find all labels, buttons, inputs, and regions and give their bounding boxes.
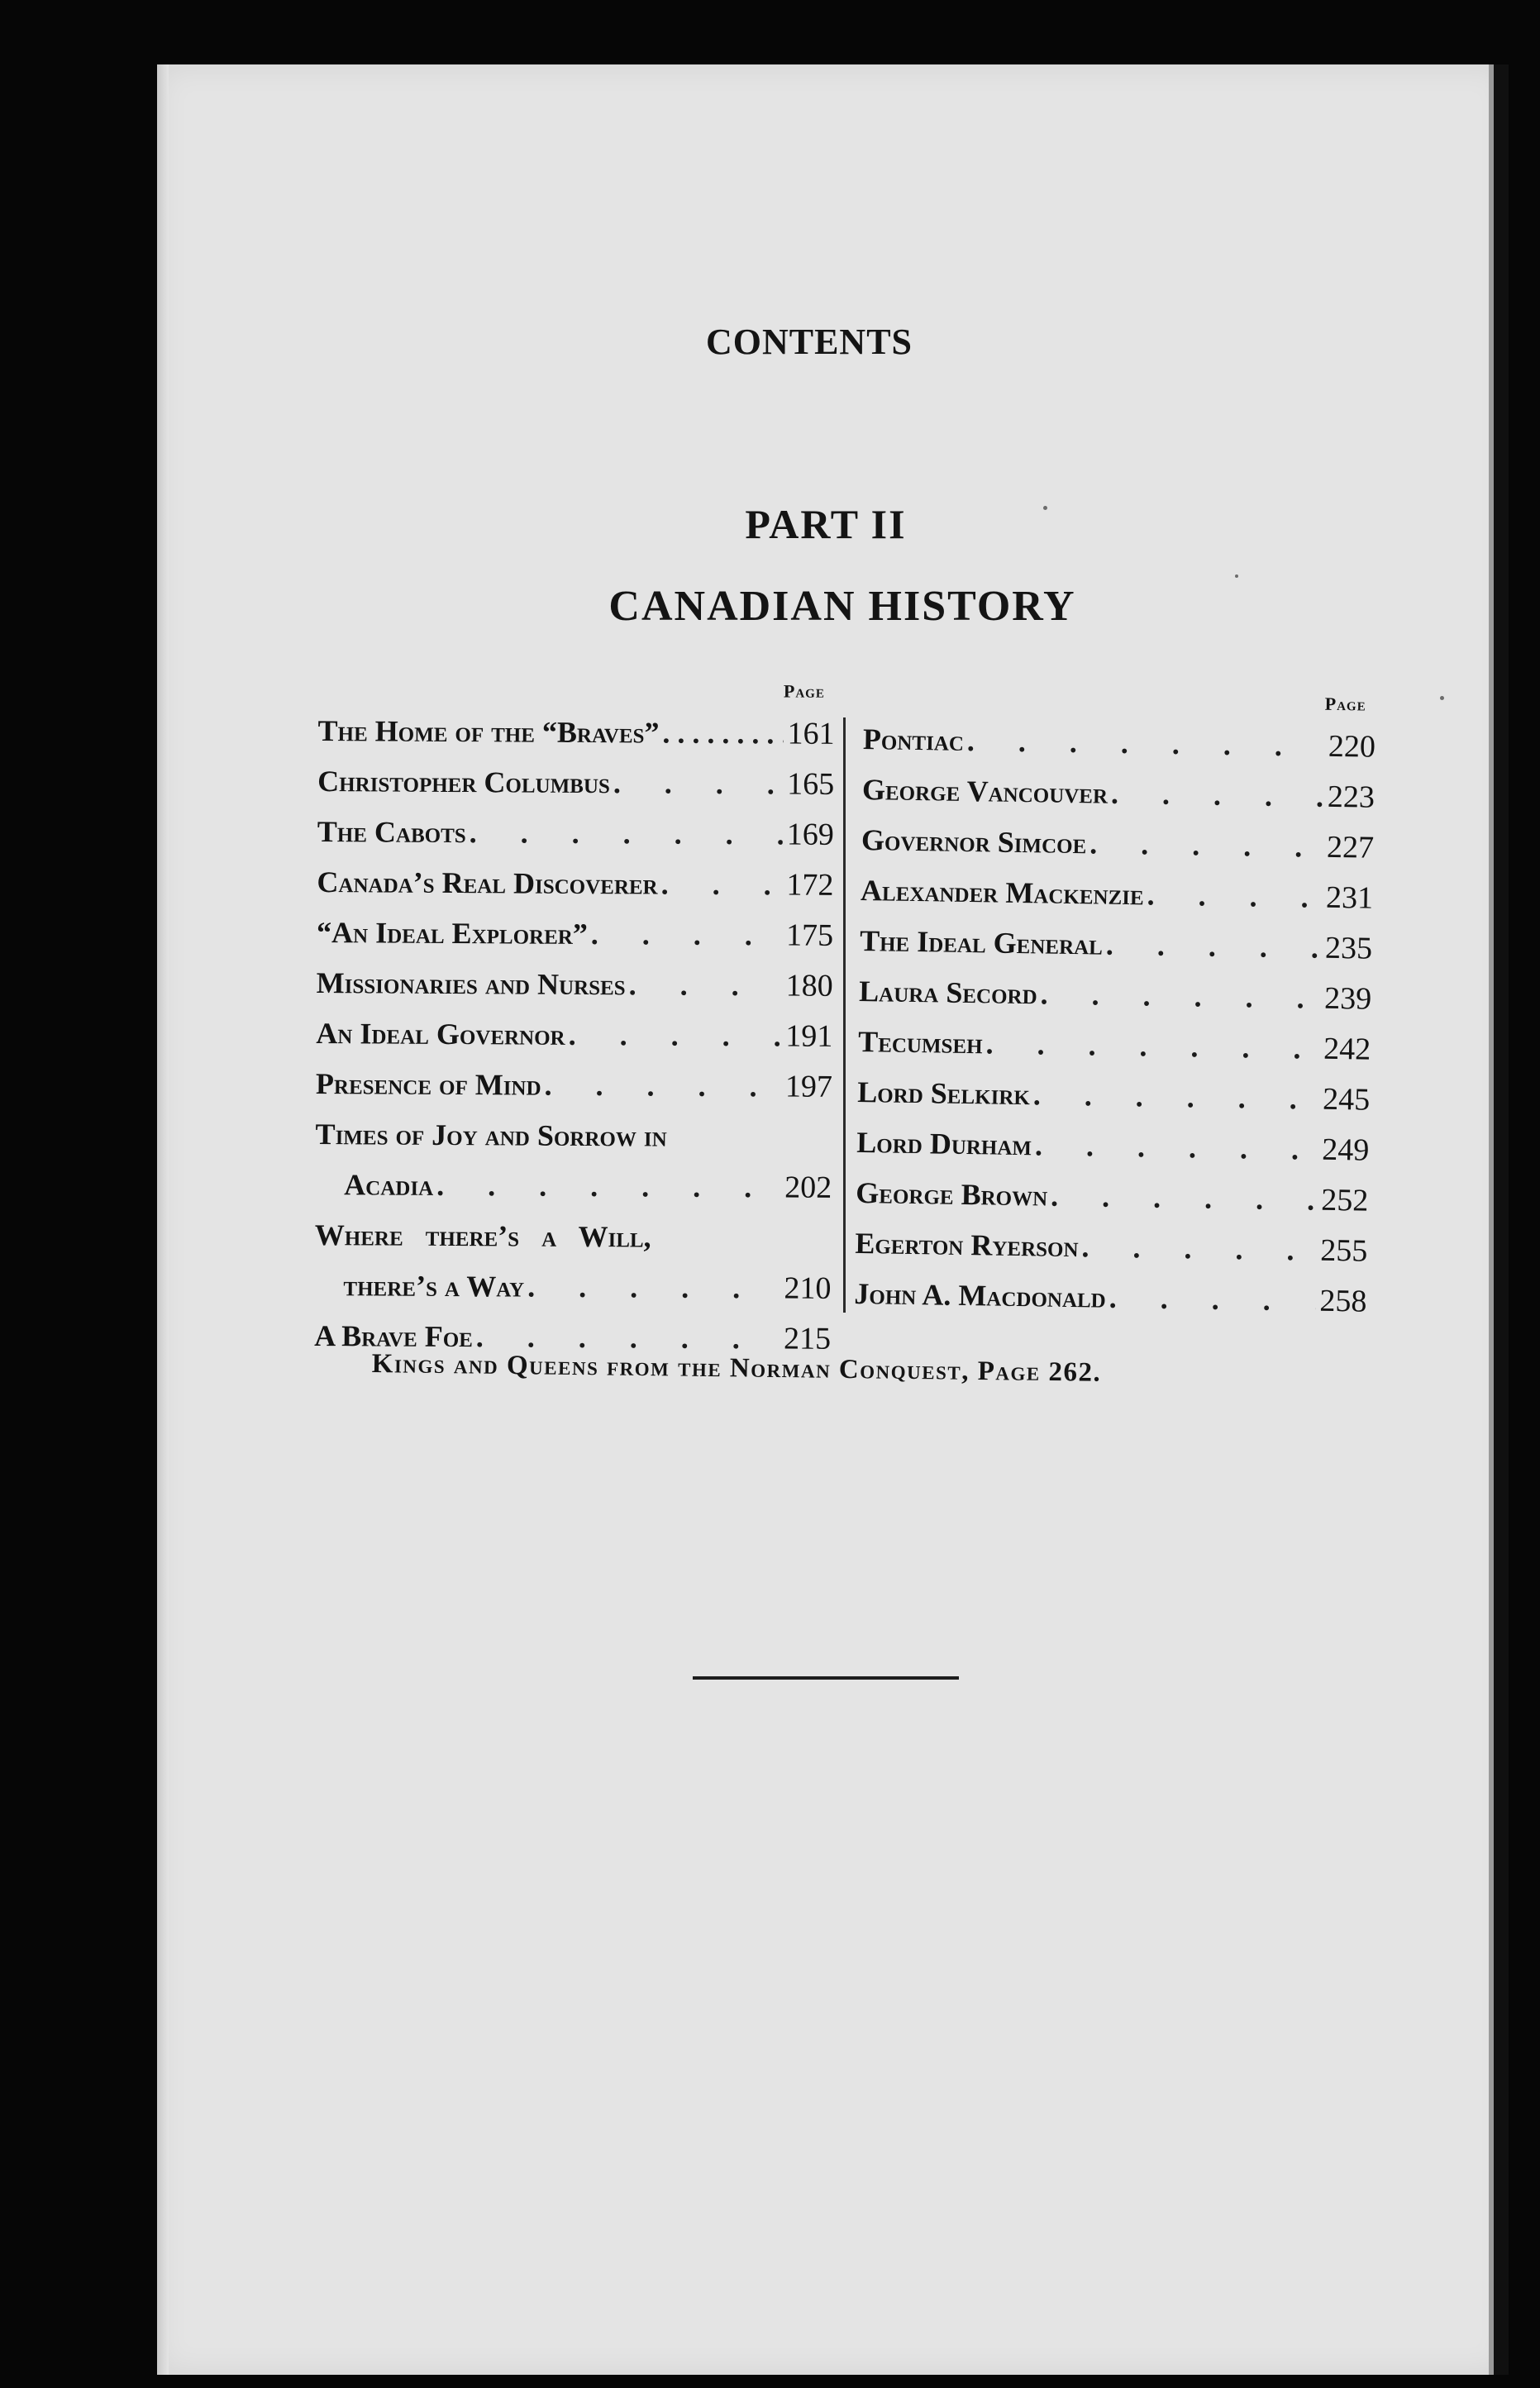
dot-leader [588, 909, 783, 960]
dot-leader [1102, 920, 1321, 974]
dot-leader [658, 860, 783, 911]
toc-entry-title-line1: Times of Joy and Sorrow in [315, 1117, 667, 1153]
toc-entry-title-line2: Acadia [344, 1168, 434, 1202]
toc-entry-title-line2: there’s a Way [343, 1269, 525, 1304]
toc-left-column [314, 678, 835, 1365]
toc-entry-title: The Ideal General [859, 923, 1104, 961]
part-title: PART II [745, 501, 907, 547]
toc-entry-title: A Brave Foe [314, 1318, 474, 1354]
dot-leader [982, 1018, 1319, 1074]
toc-entry-title: Tecumseh [857, 1024, 983, 1061]
page-left-edge [157, 64, 169, 2375]
toc-entry-page: 252 [1320, 1182, 1369, 1218]
toc-entry-page: 220 [1328, 728, 1376, 765]
toc-entry [316, 1059, 832, 1113]
toc-entry-page: 231 [1325, 879, 1374, 916]
closing-rule [693, 1676, 959, 1680]
toc-entry-page: 169 [786, 817, 834, 852]
toc-entry [861, 865, 1374, 924]
toc-entry-page: 255 [1320, 1232, 1368, 1269]
toc-entry-title: George Brown [856, 1175, 1048, 1213]
toc-entry-page: 249 [1321, 1132, 1370, 1168]
toc-entry-page: 210 [784, 1270, 832, 1306]
column-divider [843, 717, 846, 1313]
toc-entry [317, 807, 834, 860]
kings-and-queens-note: Kings and Queens from the Norman Conquest, Page 262. [371, 1349, 1102, 1388]
section-title: CANADIAN HISTORY [608, 583, 1076, 630]
toc-entry [863, 714, 1376, 773]
toc-entry-page: 239 [1323, 980, 1372, 1017]
toc-entry [860, 916, 1373, 975]
dot-leader [1108, 769, 1324, 822]
page-column-label: Page [1324, 693, 1366, 715]
toc-entry-page: 215 [783, 1321, 832, 1356]
toc-entry-title: Lord Durham [856, 1125, 1032, 1162]
toc-entry-title: Governor Simcoe [861, 822, 1087, 860]
dust-speck [1440, 696, 1444, 700]
toc-entry-page: 180 [785, 968, 833, 1003]
toc-entry-page: 197 [784, 1069, 833, 1104]
dot-leader [964, 716, 1325, 772]
dot-leader [524, 1262, 780, 1314]
dot-leader [541, 1061, 781, 1113]
toc-entry-title: Lord Selkirk [856, 1075, 1031, 1112]
dot-leader [610, 758, 784, 809]
toc-entry-page: 165 [787, 766, 835, 802]
toc-entry-title: Alexander Mackenzie [860, 873, 1145, 912]
toc-entry-page: 172 [786, 867, 834, 903]
dot-leader [1037, 969, 1320, 1023]
dot-leader [625, 960, 781, 1011]
dot-leader [1032, 1120, 1318, 1175]
toc-entry-page: 235 [1324, 930, 1373, 966]
toc-entry-title: George Vancouver [861, 772, 1109, 810]
toc-entry [859, 966, 1372, 1025]
toc-entry-title: “An Ideal Explorer” [316, 915, 589, 951]
toc-entry [317, 958, 833, 1012]
toc-entry [317, 908, 833, 961]
toc-entry-title: Canada’s Real Discoverer [317, 865, 658, 901]
toc-entry-page: 227 [1326, 829, 1375, 865]
toc-entry-page: 258 [1319, 1283, 1367, 1319]
toc-entry [317, 857, 833, 911]
toc-right-column [854, 686, 1376, 1327]
toc-entry-page: 245 [1322, 1081, 1371, 1118]
toc-entry [317, 706, 834, 760]
toc-entry-page: 242 [1323, 1031, 1371, 1067]
dot-leader [1143, 870, 1322, 922]
toc-entry-page: 223 [1327, 779, 1376, 815]
dot-leader [1086, 818, 1323, 872]
toc-entry [862, 765, 1376, 823]
toc-entry-title: The Cabots [317, 814, 466, 850]
toc-entry [856, 1118, 1370, 1176]
toc-entry-title: Presence of Mind [315, 1066, 541, 1102]
toc-entry-title: Egerton Ryerson [855, 1226, 1079, 1264]
toc-entry-title: Laura Secord [858, 974, 1038, 1011]
toc-entry-page: 191 [785, 1018, 833, 1054]
dot-leader [1105, 1273, 1316, 1327]
toc-entry [858, 1017, 1371, 1075]
toc-entry [316, 1008, 832, 1062]
toc-entry-title: Christopher Columbus [317, 764, 611, 800]
toc-entry [855, 1218, 1368, 1277]
page-gutter-shadow [1494, 64, 1509, 2375]
dot-leader [466, 808, 783, 860]
page-column-label: Page [783, 680, 825, 702]
dot-leader [1078, 1222, 1317, 1276]
dot-leader [1029, 1070, 1318, 1124]
dust-speck [1235, 574, 1238, 578]
toc-entry [854, 1269, 1367, 1327]
toc-entry [857, 1067, 1371, 1126]
toc-entry-title: Missionaries and Nurses [316, 965, 626, 1002]
toc-entry [314, 1210, 832, 1314]
dot-leader [565, 1010, 781, 1062]
toc-entry [856, 1168, 1369, 1227]
dot-leader [659, 708, 783, 760]
toc-entry-title-line1: Where there’s a Will, [314, 1218, 651, 1254]
toc-entry-page: 175 [785, 918, 834, 953]
toc-entry-title: Pontiac [862, 722, 965, 757]
dot-leader [433, 1161, 780, 1213]
toc-entry [317, 756, 834, 810]
toc-entry [861, 815, 1375, 874]
toc-entry-page: 202 [784, 1170, 832, 1205]
toc-entry-title: The Home of the “Braves” [317, 713, 660, 750]
toc-entry-title: An Ideal Governor [316, 1016, 565, 1051]
dot-leader [1047, 1171, 1318, 1226]
toc-entry-title: John A. Macdonald [854, 1276, 1107, 1314]
contents-title: CONTENTS [705, 322, 913, 362]
toc-entry [315, 1109, 832, 1213]
toc-entry-page: 161 [787, 716, 835, 751]
